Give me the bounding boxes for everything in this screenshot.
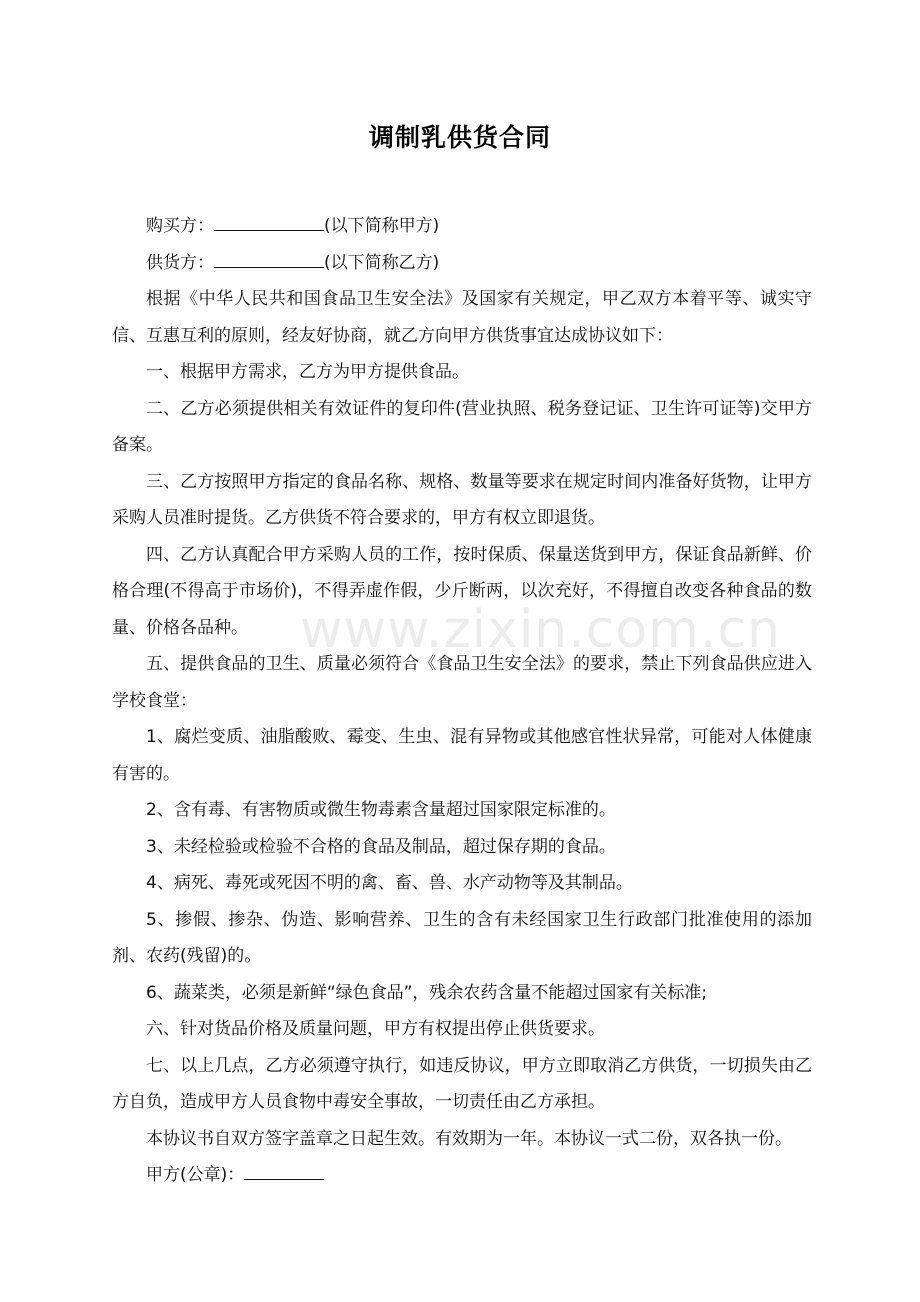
- clause-6: 六、针对货品价格及质量问题，甲方有权提出停止供货要求。: [146, 1019, 605, 1039]
- supplier-label: 供货方：: [146, 252, 214, 273]
- preamble-paragraph: 根据《中华人民共和国食品卫生安全法》及国家有关规定，甲乙双方本着平等、诚实守信、互惠互利的原则，经友好协商，就乙方向甲方供货事宜达成协议如下：: [112, 289, 812, 346]
- supplier-line: [112, 245, 812, 282]
- buyer-blank-line: [214, 213, 324, 231]
- effective-clause: 本协议书自双方签字盖章之日起生效。有效期为一年。本协议一式二份，双各执一份。: [146, 1128, 792, 1149]
- prohibited-item-3: 3、未经检验或检验不合格的食品及制品，超过保存期的食品。: [146, 836, 616, 857]
- buyer-line: [112, 208, 812, 245]
- clause-2: 二、乙方必须提供相关有效证件的复印件(营业执照、税务登记证、卫生许可证等)交甲方备案。: [112, 398, 812, 455]
- clause-5: 五、提供食品的卫生、质量必须符合《食品卫生安全法》的要求，禁止下列食品供应进入学校食堂：: [112, 654, 812, 711]
- prohibited-item-5: 5、掺假、掺杂、伪造、影响营养、卫生的含有未经国家卫生行政部门批准使用的添加剂、农药(残留)的。: [112, 909, 812, 966]
- party-a-blank-line: [244, 1162, 324, 1180]
- clause-1: 一、根据甲方需求，乙方为甲方提供食品。: [146, 362, 469, 382]
- clause-4: 四、乙方认真配合甲方采购人员的工作，按时保质、保量送货到甲方，保证食品新鲜、价格合理(不得高于市场价)，不得弄虚作假，少斤断两，以次充好，不得擅自改变各种食品的数量、价格各品种。: [112, 544, 812, 638]
- party-a-seal-label: 甲方(公章)：: [146, 1165, 245, 1185]
- buyer-label: 购买方：: [146, 216, 214, 236]
- prohibited-item-6: 6、蔬菜类，必须是新鲜“绿色食品”，残余农药含量不能超过国家有关标准;: [146, 982, 708, 1003]
- contract-body: [112, 208, 812, 1194]
- document-title: 调制乳供货合同: [368, 123, 551, 152]
- supplier-suffix: (以下简称乙方): [324, 252, 440, 273]
- clause-7: 七、以上几点，乙方必须遵守执行，如违反协议，甲方立即取消乙方供货，一切损失由乙方自负，造成甲方人员食物中毒安全事故，一切责任由乙方承担。: [112, 1055, 812, 1112]
- prohibited-item-4: 4、病死、毒死或死因不明的禽、畜、兽、水产动物等及其制品。: [146, 873, 633, 893]
- clause-3: 三、乙方按照甲方指定的食品名称、规格、数量等要求在规定时间内准备好货物，让甲方采购人员准时提货。乙方供货不符合要求的，甲方有权立即退货。: [112, 471, 812, 528]
- prohibited-item-2: 2、含有毒、有害物质或微生物毒素含量超过国家限定标准的。: [146, 800, 616, 820]
- watermark: www.zixin.com.cn: [300, 600, 781, 660]
- supplier-blank-line: [214, 250, 324, 268]
- buyer-suffix: (以下简称甲方): [324, 216, 440, 236]
- prohibited-item-1: 1、腐烂变质、油脂酸败、霉变、生虫、混有异物或其他感官性状异常，可能对人体健康有害的。: [112, 727, 812, 784]
- party-a-signature-line: [112, 1157, 812, 1194]
